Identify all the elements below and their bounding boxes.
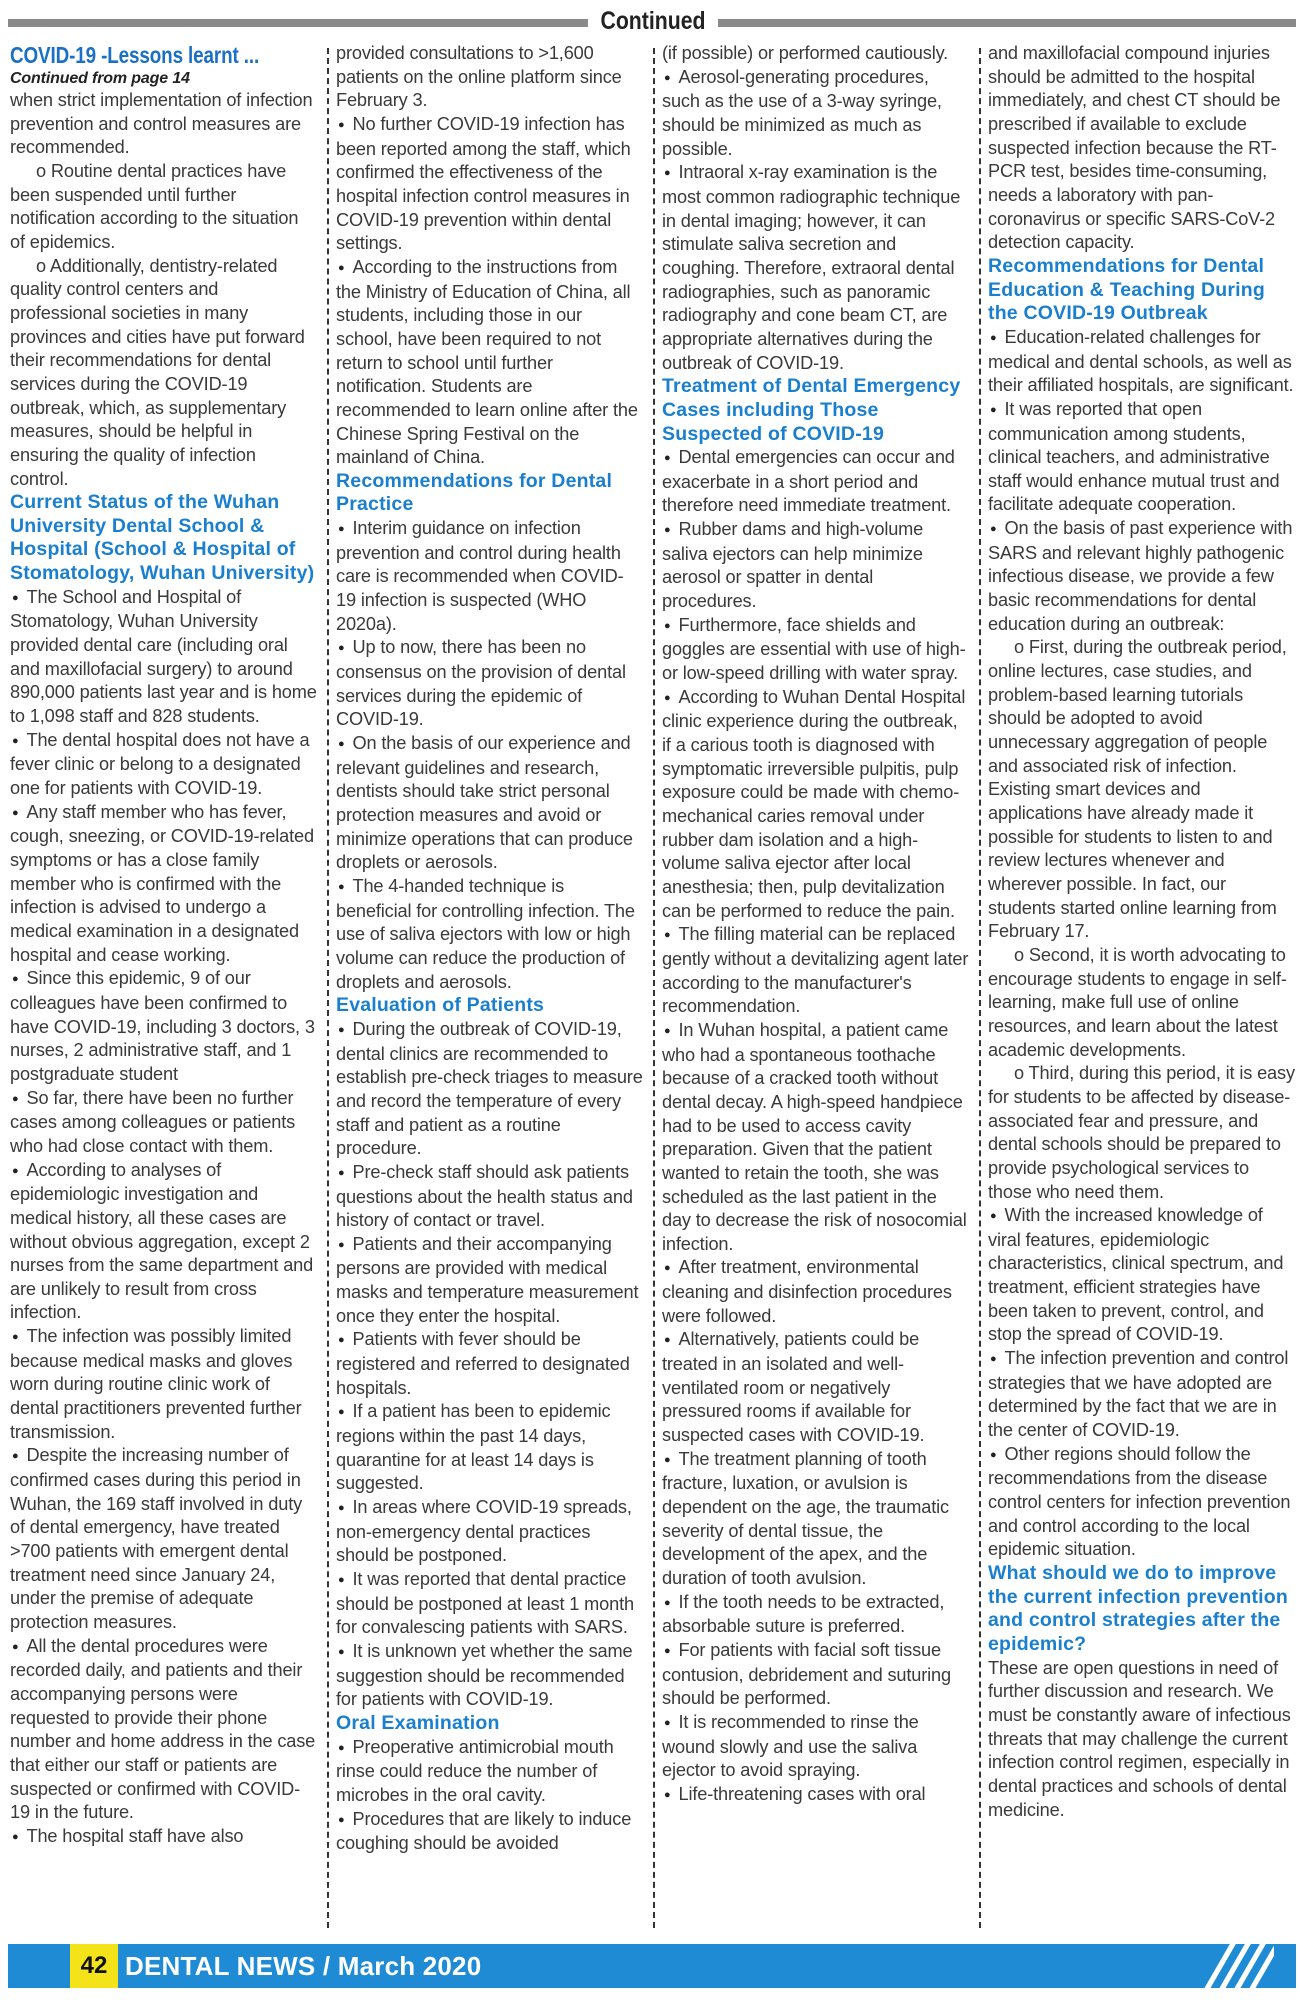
article-title: COVID-19 -Lessons learnt ... [10, 42, 260, 68]
section-heading: Oral Examination [336, 1711, 500, 1734]
bullet-point: ● Patients with fever should be registered and referred to designated hospitals. [336, 1328, 643, 1400]
bullet-point: ● Despite the increasing number of confirmed cases during this period in Wuhan, the 169 staff involved in duty of dental emergency, have treated >700 patients with emergent dental treatment need since January 24, under the premise of adequate protection measures. [10, 1444, 317, 1634]
bullet-point: ● It was reported that dental practice should be postponed at least 1 month for convalescing patients with SARS. [336, 1568, 643, 1640]
column-3 [662, 42, 969, 1938]
bullet-point: ● On the basis of past experience with SARS and relevant highly pathogenic infectious disease, we provide a few basic recommendations for dental education during an outbreak: [988, 517, 1295, 636]
sub-point: o Third, during this period, it is easy for students to be affected by disease-associated fear and pressure, and dental schools should be prepared to provide psychological services to those who need them. [988, 1063, 1295, 1202]
bullet-point: ● If the tooth needs to be extracted, absorbable suture is preferred. [662, 1591, 969, 1639]
bullet-point: ● Any staff member who has fever, cough, sneezing, or COVID-19-related symptoms or has a close family member who is confirmed with the infection is advised to undergo a medical examination in a designated hospital and cease working. [10, 801, 317, 968]
bullet-point: ● Life-threatening cases with oral [662, 1783, 969, 1808]
column-2 [336, 42, 643, 1938]
bullet-point: ● Patients and their accompanying persons are provided with medical masks and temperature measurement once they enter the hospital. [336, 1233, 643, 1329]
decorative-stripes-icon [1204, 1944, 1274, 1988]
paragraph: and maxillofacial compound injuries should be admitted to the hospital immediately, and chest CT should be prescribed if available to exclude suspected infection because the RT-PCR test, besides time-consuming, needs a laboratory with pan-coronavirus or specific SARS-CoV-2 detection capacity. [988, 43, 1281, 253]
bullet-point: ● The treatment planning of tooth fracture, luxation, or avulsion is dependent on the age, the traumatic severity of dental tissue, the development of the apex, and the duration of tooth avulsion. [662, 1448, 969, 1591]
section-heading: Evaluation of Patients [336, 994, 545, 1017]
paragraph: These are open questions in need of further discussion and research. We must be constantly aware of infectious threats that may challenge the current infection control regimen, especially in dental practices and schools of dental medicine. [988, 1657, 1291, 1820]
bullet-point: ● No further COVID-19 infection has been reported among the staff, which confirmed the effectiveness of the hospital infection control measures in COVID-19 prevention within dental settings. [336, 113, 643, 256]
bullet-point: ● It is recommended to rinse the wound slowly and use the saliva ejector to avoid spraying. [662, 1711, 969, 1783]
bullet-point: ● The 4-handed technique is beneficial for controlling infection. The use of saliva ejectors with low or high volume can reduce the production of droplets and aerosols. [336, 875, 643, 994]
bullet-point: ● It was reported that open communication among students, clinical teachers, and administrative staff would enhance mutual trust and facilitate adequate cooperation. [988, 398, 1295, 517]
column-divider [653, 48, 655, 1928]
bullet-point: ● With the increased knowledge of viral features, epidemiologic characteristics, clinical spectrum, and treatment, efficient strategies have been taken to prevent, control, and stop the spread of COVID-19. [988, 1204, 1295, 1347]
section-heading: What should we do to improve the current infection prevention and control strategies after the epidemic? [988, 1562, 1289, 1655]
bullet-point: ● Pre-check staff should ask patients questions about the health status and history of contact or travel. [336, 1161, 643, 1233]
bullet-point: ● Up to now, there has been no consensus on the provision of dental services during the epidemic of COVID-19. [336, 636, 643, 732]
column-1 [10, 42, 317, 1938]
bullet-point: ● The filling material can be replaced gently without a devitalizing agent later according to the manufacturer's recommendation. [662, 923, 969, 1019]
bullet-point: ● The School and Hospital of Stomatology, Wuhan University provided dental care (including oral and maxillofacial surgery) to around 890,000 patients last year and is home to 1,098 staff and 828 students. [10, 586, 317, 729]
bullet-point: ● The hospital staff have also [10, 1825, 317, 1850]
bullet-point: ● In Wuhan hospital, a patient came who had a spontaneous toothache because of a cracked tooth without dental decay. A high-speed handpiece had to be used to access cavity preparation. Given that the patient wanted to retain the tooth, she was scheduled as the last patient in the day to decrease the risk of nosocomial infection. [662, 1019, 969, 1257]
section-heading: Treatment of Dental Emergency Cases including Those Suspected of COVID-19 [662, 375, 961, 445]
bullet-point: ● Aerosol-generating procedures, such as the use of a 3-way syringe, should be minimized as much as possible. [662, 66, 969, 162]
magazine-issue: DENTAL NEWS / March 2020 [125, 1951, 482, 1981]
bullet-point: ● In areas where COVID-19 spreads, non-emergency dental practices should be postponed. [336, 1496, 643, 1568]
section-heading: Recommendations for Dental Practice [336, 469, 613, 516]
bullet-point: ● Procedures that are likely to induce coughing should be avoided [336, 1808, 643, 1856]
column-divider [327, 48, 329, 1928]
paragraph: (if possible) or performed cautiously. [662, 43, 949, 63]
article-columns [8, 42, 1296, 1938]
page-footer [8, 1944, 1296, 1988]
column-4 [988, 42, 1295, 1938]
sub-point: o First, during the outbreak period, online lectures, case studies, and problem-based learning tutorials should be adopted to avoid unnecessary aggregation of people and associated risk of infection. Existing smart devices and applications have already made it possible for students to listen to and review lectures whenever and wherever possible. In fact, our students started online learning from February 17. [988, 637, 1287, 942]
bullet-point: ● According to the instructions from the Ministry of Education of China, all students, including those in our school, have been required to not return to school until further notification. Students are recommended to learn online after the Chinese Spring Festival on the mainland of China. [336, 256, 643, 470]
page-number: 42 [70, 1944, 118, 1988]
bullet-point: ● Furthermore, face shields and goggles are essential with use of high- or low-speed drilling with water spray. [662, 614, 969, 686]
bullet-point: ● If a patient has been to epidemic regions within the past 14 days, quarantine for at least 14 days is suggested. [336, 1400, 643, 1496]
header-rule-left [8, 19, 588, 27]
sub-point: o Second, it is worth advocating to encourage students to engage in self-learning, make full use of online resources, and learn about the latest academic developments. [988, 944, 1287, 1060]
bullet-point: ● Rubber dams and high-volume saliva ejectors can help minimize aerosol or spatter in dental procedures. [662, 518, 969, 614]
section-heading: Recommendations for Dental Education & Teaching During the COVID-19 Outbreak [988, 254, 1265, 325]
bullet-point: ● The infection was possibly limited because medical masks and gloves worn during routine clinic work of dental practitioners prevented further transmission. [10, 1325, 317, 1444]
bullet-point: ● After treatment, environmental cleaning and disinfection procedures were followed. [662, 1256, 969, 1328]
sub-point: o Additionally, dentistry-related quality control centers and professional societies in many provinces and cities have put forward their recommendations for dental services during the COVID-19 outbreak, which, as supplementary measures, should be helpful in ensuring the quality of infection control. [10, 255, 305, 489]
column-divider [979, 48, 981, 1928]
bullet-point: ● On the basis of our experience and relevant guidelines and research, dentists should take strict personal protection measures and avoid or minimize operations that can produce droplets or aerosols. [336, 732, 643, 875]
continued-from-note: Continued from page 14 [10, 70, 190, 87]
bullet-point: ● The infection prevention and control strategies that we have adopted are determined by the fact that we are in the center of COVID-19. [988, 1347, 1295, 1443]
continued-label: Continued [600, 7, 706, 35]
paragraph: when strict implementation of infection prevention and control measures are recommended. [10, 90, 313, 158]
bullet-point: ● Since this epidemic, 9 of our colleagues have been confirmed to have COVID-19, including 3 doctors, 3 nurses, 2 administrative staff, and 1 postgraduate student [10, 967, 317, 1086]
bullet-point: ● The dental hospital does not have a fever clinic or belong to a designated one for patients with COVID-19. [10, 729, 317, 801]
continued-header [8, 7, 1296, 35]
bullet-point: ● Alternatively, patients could be treated in an isolated and well-ventilated room or negatively pressured rooms if available for suspected cases with COVID-19. [662, 1328, 969, 1447]
bullet-point: ● During the outbreak of COVID-19, dental clinics are recommended to establish pre-check triages to measure and record the temperature of every staff and patient as a routine procedure. [336, 1018, 643, 1161]
bullet-point: ● According to analyses of epidemiologic investigation and medical history, all these cases are without obvious aggregation, except 2 nurses from the same department and are unlikely to result from cross infection. [10, 1159, 317, 1326]
bullet-point: ● Other regions should follow the recommendations from the disease control centers for infection prevention and control according to the local epidemic situation. [988, 1443, 1295, 1562]
bullet-point: ● Interim guidance on infection prevention and control during health care is recommended when COVID-19 infection is suspected (WHO 2020a). [336, 517, 643, 636]
bullet-point: ● It is unknown yet whether the same suggestion should be recommended for patients with COVID-19. [336, 1640, 643, 1712]
bullet-point: ● Preoperative antimicrobial mouth rinse could reduce the number of microbes in the oral cavity. [336, 1736, 643, 1808]
paragraph: provided consultations to >1,600 patients on the online platform since February 3. [336, 43, 622, 111]
bullet-point: ● All the dental procedures were recorded daily, and patients and their accompanying persons were requested to provide their phone number and home address in the case that either our staff or patients are suspected or confirmed with COVID-19 in the future. [10, 1635, 317, 1825]
section-heading: Current Status of the Wuhan University Dental School & Hospital (School & Hospital of Stomatology, Wuhan University) [10, 491, 315, 585]
bullet-point: ● Education-related challenges for medical and dental schools, as well as their affiliated hospitals, are significant. [988, 326, 1295, 398]
bullet-point: ● For patients with facial soft tissue contusion, debridement and suturing should be performed. [662, 1639, 969, 1711]
bullet-point: ● According to Wuhan Dental Hospital clinic experience during the outbreak, if a carious tooth is diagnosed with symptomatic irreversible pulpitis, pulp exposure could be made with chemo-mechanical caries removal under rubber dam isolation and a high-volume saliva ejector after local anesthesia; then, pulp devitalization can be performed to reduce the pain. [662, 686, 969, 924]
sub-point: o Routine dental practices have been suspended until further notification according to the situation of epidemics. [10, 160, 299, 252]
bullet-point: ● Intraoral x-ray examination is the most common radiographic technique in dental imaging; however, it can stimulate saliva secretion and coughing. Therefore, extraoral dental radiographies, such as panoramic radiography and cone beam CT, are appropriate alternatives during the outbreak of COVID-19. [662, 161, 969, 375]
bullet-point: ● So far, there have been no further cases among colleagues or patients who had close contact with them. [10, 1087, 317, 1159]
bullet-point: ● Dental emergencies can occur and exacerbate in a short period and therefore need immediate treatment. [662, 446, 969, 518]
header-rule-right [718, 19, 1296, 27]
